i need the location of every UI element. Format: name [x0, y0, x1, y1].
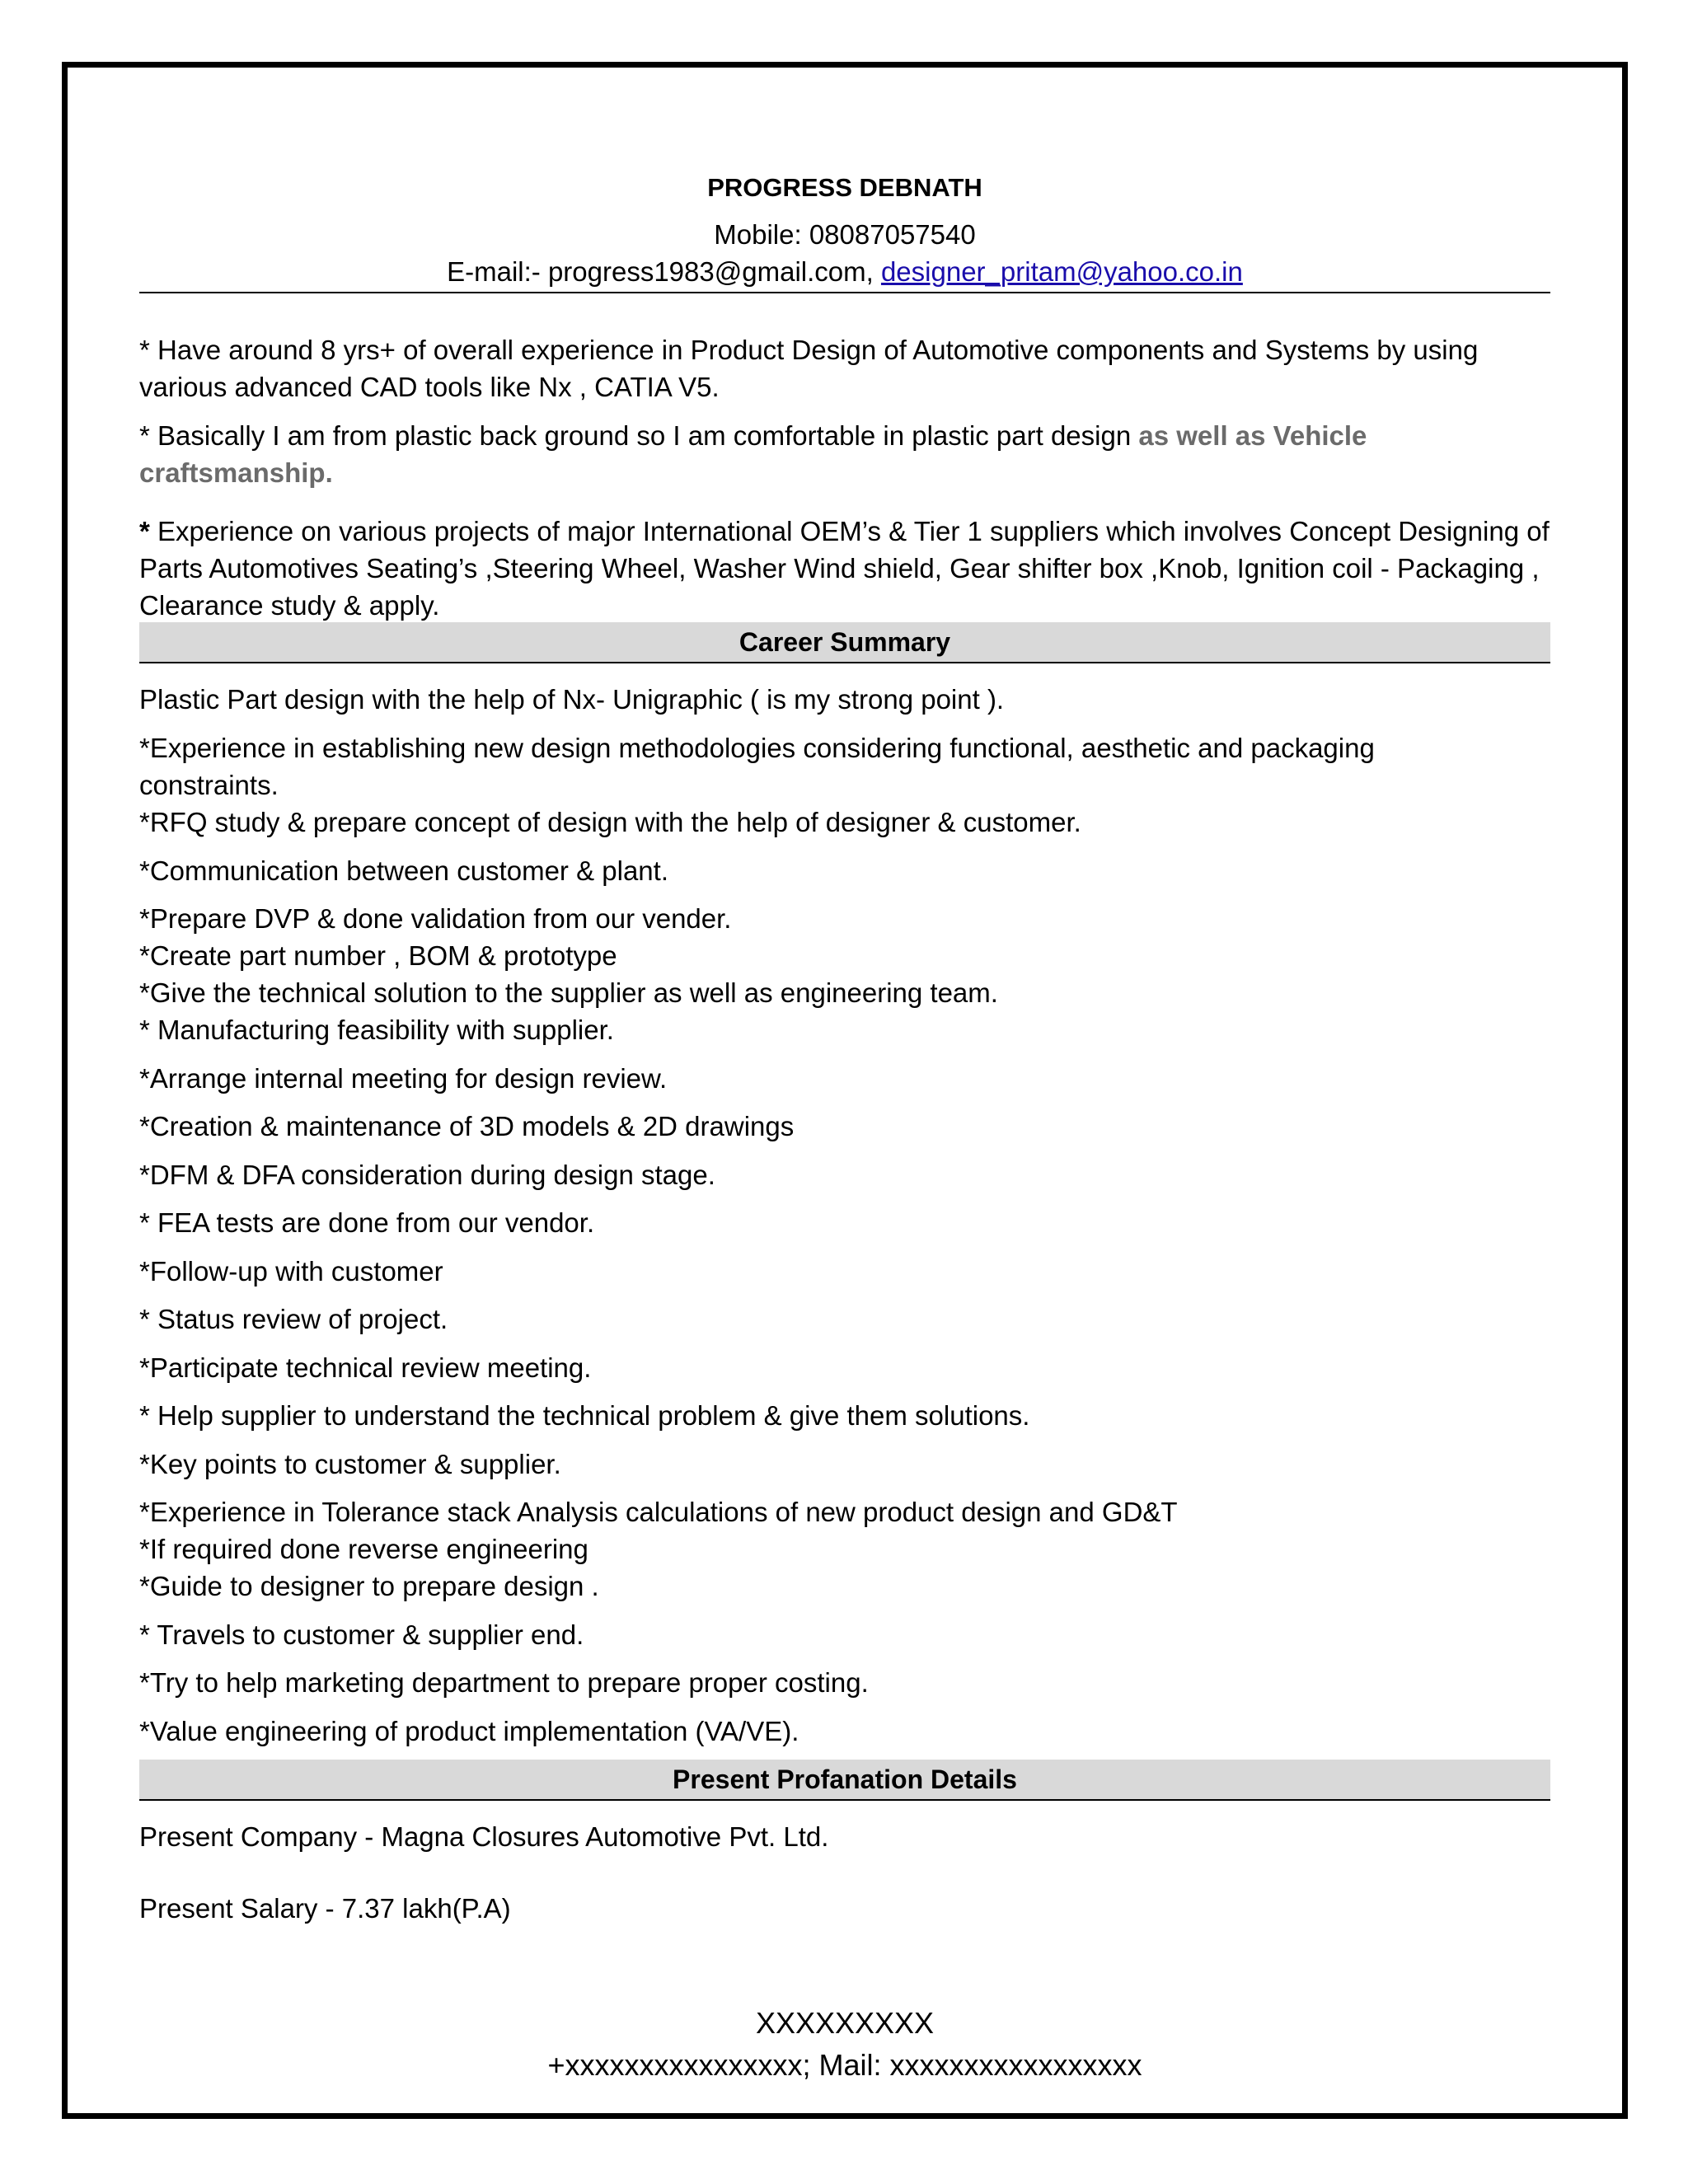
career-summary-item: *Arrange internal meeting for design review.: [139, 1063, 668, 1094]
email-link[interactable]: designer_pritam@yahoo.co.in: [880, 256, 1243, 287]
career-summary-item: * Status review of project.: [139, 1304, 448, 1334]
present-details-heading: Present Profanation Details: [139, 1760, 1550, 1801]
career-summary-item: *RFQ study & prepare concept of design with the help of designer & customer.: [139, 807, 1081, 837]
intro-paragraph-2-highlight: as well as Vehicle craftsmanship.: [139, 420, 1367, 488]
career-summary-item: constraints.: [139, 770, 279, 800]
candidate-name: PROGRESS DEBNATH: [707, 173, 982, 202]
career-summary-item: *Guide to designer to prepare design .: [139, 1571, 599, 1601]
career-summary-heading: Career Summary: [139, 622, 1550, 663]
career-summary-item: * Manufacturing feasibility with supplier.: [139, 1015, 614, 1045]
career-summary-item: Plastic Part design with the help of Nx- Unigraphic ( is my strong point ).: [139, 684, 1005, 715]
intro-paragraph-3: [139, 513, 1550, 624]
intro-paragraph-2: [139, 417, 1550, 491]
career-summary-item: * Travels to customer & supplier end.: [139, 1619, 584, 1650]
intro-paragraph-3-text: Experience on various projects of major International OEM’s & Tier 1 suppliers which involves Concept Designing of Parts Automotives Seating’s ,Steering Wheel, Washer Wind shield, Gear shifter box ,Knob, Ignition coil - Packaging , Clearance study & apply.: [139, 516, 1550, 621]
career-summary-item: *DFM & DFA consideration during design stage.: [139, 1160, 715, 1190]
career-summary-item: *Create part number , BOM & prototype: [139, 940, 617, 971]
header-divider: [139, 292, 1550, 293]
email-line: [139, 256, 1550, 288]
intro-paragraph-3-bullet: *: [139, 516, 150, 546]
career-summary-item: *Value engineering of product implementation (VA/VE).: [139, 1716, 799, 1746]
career-summary-item: *Key points to customer & supplier.: [139, 1449, 561, 1479]
present-salary: Present Salary - 7.37 lakh(P.A): [139, 1893, 511, 1924]
intro-paragraph-1: * Have around 8 yrs+ of overall experience in Product Design of Automotive components and Systems by using various advanced CAD tools like Nx , CATIA V5.: [139, 335, 1479, 402]
career-summary-item: *Participate technical review meeting.: [139, 1352, 592, 1383]
career-summary-item: *Prepare DVP & done validation from our vender.: [139, 903, 732, 934]
intro-paragraph-2-text: * Basically I am from plastic back ground so I am comfortable in plastic part design: [139, 420, 1139, 451]
career-summary-item: *Creation & maintenance of 3D models & 2D drawings: [139, 1111, 795, 1141]
career-summary-item: *Communication between customer & plant.: [139, 855, 668, 886]
mobile-number: Mobile: 08087057540: [714, 219, 976, 250]
career-summary-item: *Experience in Tolerance stack Analysis calculations of new product design and GD&T: [139, 1497, 1178, 1527]
career-summary-item: *If required done reverse engineering: [139, 1534, 588, 1564]
email-primary: E-mail:- progress1983@gmail.com,: [447, 256, 881, 287]
career-summary-item: *Give the technical solution to the supplier as well as engineering team.: [139, 977, 998, 1008]
career-summary-item: *Experience in establishing new design methodologies considering functional, aesthetic and packaging: [139, 733, 1375, 763]
career-summary-item: *Follow-up with customer: [139, 1256, 443, 1286]
footer-name: XXXXXXXXX: [755, 2006, 935, 2040]
career-summary-item: * Help supplier to understand the technical problem & give them solutions.: [139, 1400, 1030, 1431]
footer-contact: +xxxxxxxxxxxxxxxx; Mail: xxxxxxxxxxxxxxxxx: [547, 2048, 1142, 2082]
career-summary-item: * FEA tests are done from our vendor.: [139, 1207, 595, 1238]
career-summary-item: *Try to help marketing department to prepare proper costing.: [139, 1667, 869, 1698]
present-company: Present Company - Magna Closures Automotive Pvt. Ltd.: [139, 1821, 829, 1852]
